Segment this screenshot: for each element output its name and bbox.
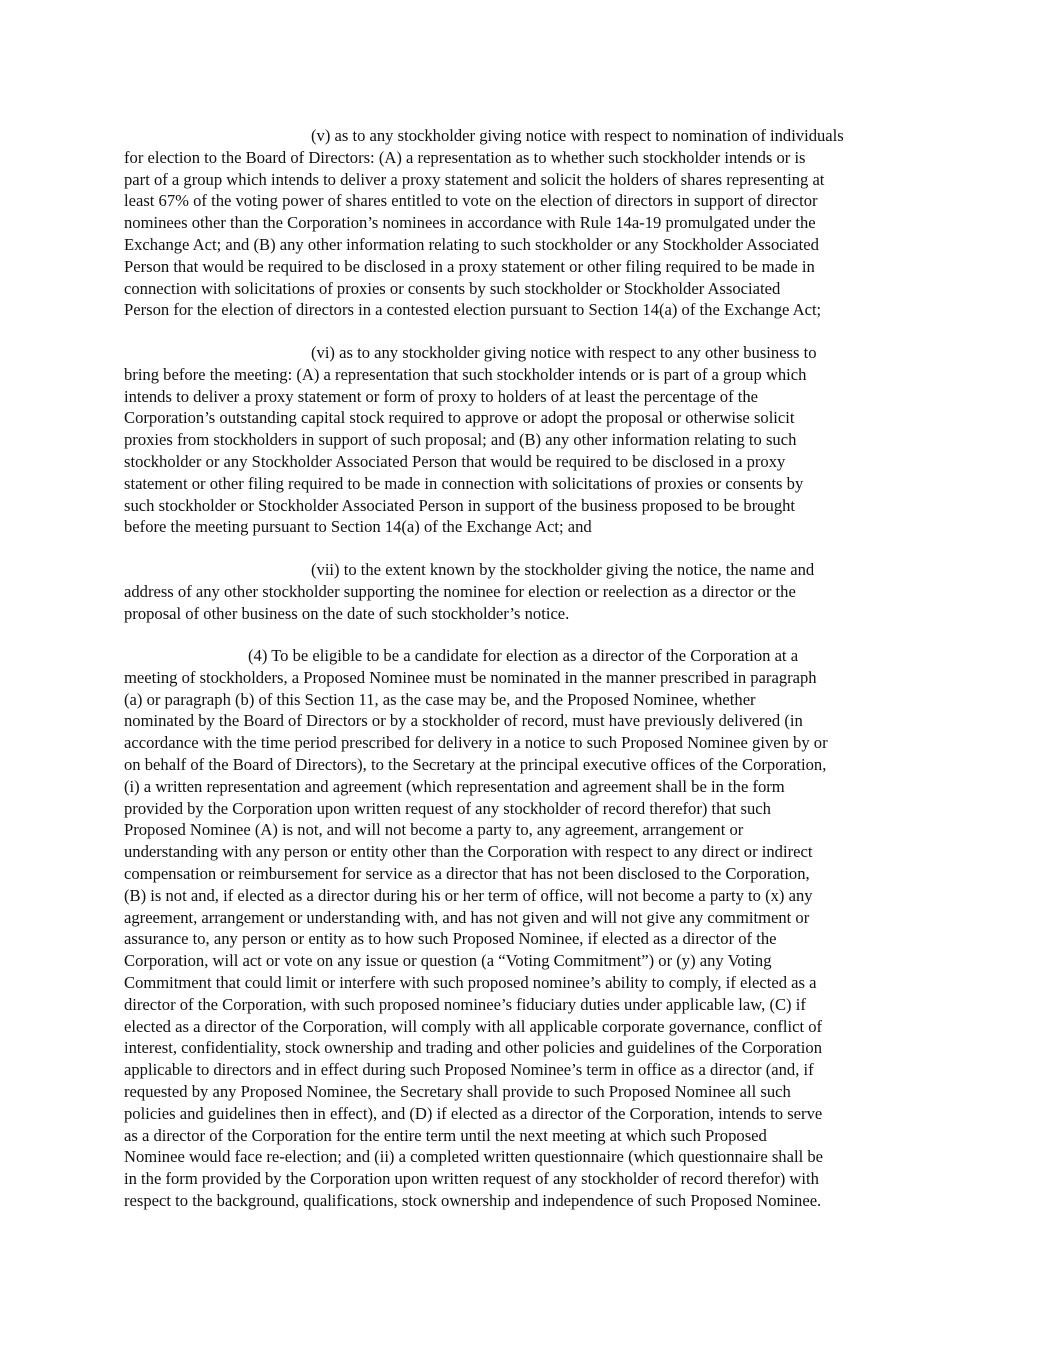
text-line: meeting of stockholders, a Proposed Nominee must be nominated in the manner prescribed in paragraph [124,667,817,687]
text-line: compensation or reimbursement for service as a director that has not been disclosed to the Corporation, [124,863,810,883]
text-line: stockholder or any Stockholder Associated Person that would be required to be disclosed in a proxy [124,451,786,471]
text-line: requested by any Proposed Nominee, the Secretary shall provide to such Proposed Nominee all such [124,1081,791,1101]
text-line: nominees other than the Corporation’s nominees in accordance with Rule 14a-19 promulgated under the [124,213,816,233]
text-line: part of a group which intends to deliver a proxy statement and solicit the holders of shares representing at [124,169,825,189]
text-line: Person for the election of directors in a contested election pursuant to Section 14(a) of the Exchange Act; [124,300,822,320]
text-line: nominated by the Board of Directors or by a stockholder of record, must have previously delivered (in [124,711,803,731]
text-line: (a) or paragraph (b) of this Section 11, as the case may be, and the Proposed Nominee, whether [124,689,756,709]
text-line: assurance to, any person or entity as to how such Proposed Nominee, if elected as a director of the [124,929,777,949]
text-line: respect to the background, qualifications, stock ownership and independence of such Proposed Nominee. [124,1190,822,1210]
text-line: in the form provided by the Corporation upon written request of any stockholder of record therefor) with [124,1169,819,1189]
text-line: provided by the Corporation upon written request of any stockholder of record therefor) that such [124,798,771,818]
text-line: (4) To be eligible to be a candidate for election as a director of the Corporation at a [248,646,799,665]
text-line: for election to the Board of Directors: (A) a representation as to whether such stockholder intends or is [124,147,806,167]
text-line: bring before the meeting: (A) a representation that such stockholder intends or is part of a group which [124,364,807,384]
text-line: on behalf of the Board of Directors), to the Secretary at the principal executive offices of the Corporation, [124,754,827,774]
text-line: least 67% of the voting power of shares entitled to vote on the election of directors in support of director [124,191,818,211]
text-line: as a director of the Corporation for the entire term until the next meeting at which such Proposed [124,1125,767,1145]
text-line: Corporation, will act or vote on any issue or question (a “Voting Commitment”) or (y) any Voting [124,951,772,971]
text-line: connection with solicitations of proxies or consents by such stockholder or Stockholder Associated [124,278,781,298]
text-line: (B) is not and, if elected as a director during his or her term of office, will not become a party to (x) any [124,885,813,905]
text-line: statement or other filing required to be made in connection with solicitations of proxies or consents by [124,473,804,493]
paragraph-4 [124,645,932,1212]
text-line: director of the Corporation, with such proposed nominee’s fiduciary duties under applicable law, (C) if [124,994,806,1014]
text-line: applicable to directors and in effect during such Proposed Nominee’s term in office as a director (and, if [124,1060,814,1080]
paragraph-vii [124,559,932,624]
text-line: interest, confidentiality, stock ownership and trading and other policies and guidelines of the Corporation [124,1038,822,1058]
text-line: agreement, arrangement or understanding with, and has not given and will not give any commitment or [124,907,810,927]
paragraph-v [124,125,932,321]
text-line: (vii) to the extent known by the stockholder giving the notice, the name and [311,560,815,579]
text-line: (i) a written representation and agreement (which representation and agreement shall be in the form [124,776,785,796]
text-line: (vi) as to any stockholder giving notice with respect to any other business to [311,343,817,362]
text-line: proxies from stockholders in support of such proposal; and (B) any other information relating to such [124,430,797,450]
text-line: (v) as to any stockholder giving notice with respect to nomination of individuals [311,126,844,145]
text-line: elected as a director of the Corporation, will comply with all applicable corporate governance, conflict of [124,1016,823,1036]
text-line: accordance with the time period prescribed for delivery in a notice to such Proposed Nominee given by or [124,733,828,753]
text-line: such stockholder or Stockholder Associated Person in support of the business proposed to be brought [124,495,796,515]
text-line: Nominee would face re-election; and (ii) a completed written questionnaire (which questionnaire shall be [124,1147,823,1167]
text-line: proposal of other business on the date of such stockholder’s notice. [124,603,570,623]
text-line: before the meeting pursuant to Section 14(a) of the Exchange Act; and [124,517,592,537]
text-line: Proposed Nominee (A) is not, and will not become a party to, any agreement, arrangement or [124,820,744,840]
text-line: Commitment that could limit or interfere with such proposed nominee’s ability to comply, if elected as a [124,972,817,992]
text-line: Person that would be required to be disclosed in a proxy statement or other filing required to be made in [124,256,815,276]
text-line: policies and guidelines then in effect), and (D) if elected as a director of the Corporation, intends to serve [124,1103,823,1123]
text-line: address of any other stockholder supporting the nominee for election or reelection as a director or the [124,581,796,601]
text-line: Exchange Act; and (B) any other information relating to such stockholder or any Stockholder Associated [124,234,819,254]
paragraph-vi [124,342,932,538]
text-line: understanding with any person or entity other than the Corporation with respect to any direct or indirect [124,842,813,862]
text-line: Corporation’s outstanding capital stock required to approve or adopt the proposal or otherwise solicit [124,408,795,428]
text-line: intends to deliver a proxy statement or form of proxy to holders of at least the percentage of the [124,386,759,406]
